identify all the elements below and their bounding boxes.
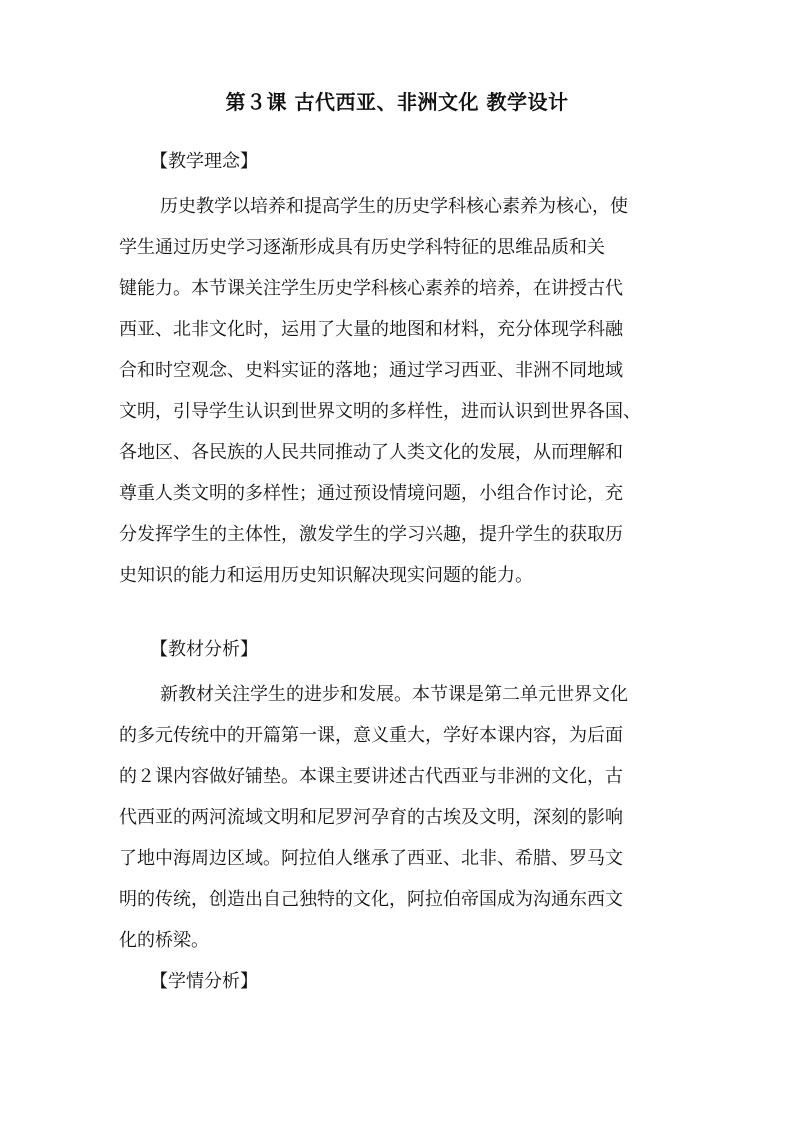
paragraph-line: 历史教学以培养和提高学生的历史学科核心素养为核心，使 bbox=[160, 196, 628, 217]
paragraph-line: 各地区、各民族的人民共同推动了人类文化的发展，从而理解和 bbox=[119, 442, 623, 463]
paragraph-line: 学生通过历史学习逐渐形成具有历史学科特征的思维品质和关 bbox=[119, 237, 605, 258]
document-title: 第３课 古代西亚、非洲文化 教学设计 bbox=[225, 90, 569, 114]
section-heading-learner-analysis: 【学情分析】 bbox=[150, 971, 258, 992]
paragraph-line: 明的传统，创造出自己独特的文化，阿拉伯帝国成为沟通东西文 bbox=[119, 889, 623, 910]
paragraph-line: 的２课内容做好铺垫。本课主要讲述古代西亚与非洲的文化，古 bbox=[119, 766, 623, 787]
paragraph-line: 文明，引导学生认识到世界文明的多样性，进而认识到世界各国、 bbox=[119, 401, 641, 422]
section-heading-teaching-philosophy: 【教学理念】 bbox=[150, 151, 258, 172]
paragraph-line: 新教材关注学生的进步和发展。本节课是第二单元世界文化 bbox=[160, 684, 628, 705]
paragraph-line: 合和时空观念、史料实证的落地；通过学习西亚、非洲不同地域 bbox=[119, 360, 623, 381]
paragraph-line: 尊重人类文明的多样性；通过预设情境问题，小组合作讨论，充 bbox=[119, 483, 623, 504]
paragraph-line: 分发挥学生的主体性，激发学生的学习兴趣，提升学生的获取历 bbox=[119, 524, 623, 545]
paragraph-line: 代西亚的两河流域文明和尼罗河孕育的古埃及文明，深刻的影响 bbox=[119, 807, 623, 828]
paragraph-line: 的多元传统中的开篇第一课，意义重大，学好本课内容，为后面 bbox=[119, 725, 623, 746]
paragraph-line: 史知识的能力和运用历史知识解决现实问题的能力。 bbox=[119, 565, 533, 586]
paragraph-line: 键能力。本节课关注学生历史学科核心素养的培养，在讲授古代 bbox=[119, 278, 623, 299]
paragraph-line: 了地中海周边区域。阿拉伯人继承了西亚、北非、希腊、罗马文 bbox=[119, 848, 623, 869]
paragraph-line: 化的桥梁。 bbox=[119, 930, 209, 951]
paragraph-line: 西亚、北非文化时，运用了大量的地图和材料，充分体现学科融 bbox=[119, 319, 623, 340]
section-heading-textbook-analysis: 【教材分析】 bbox=[150, 639, 258, 660]
